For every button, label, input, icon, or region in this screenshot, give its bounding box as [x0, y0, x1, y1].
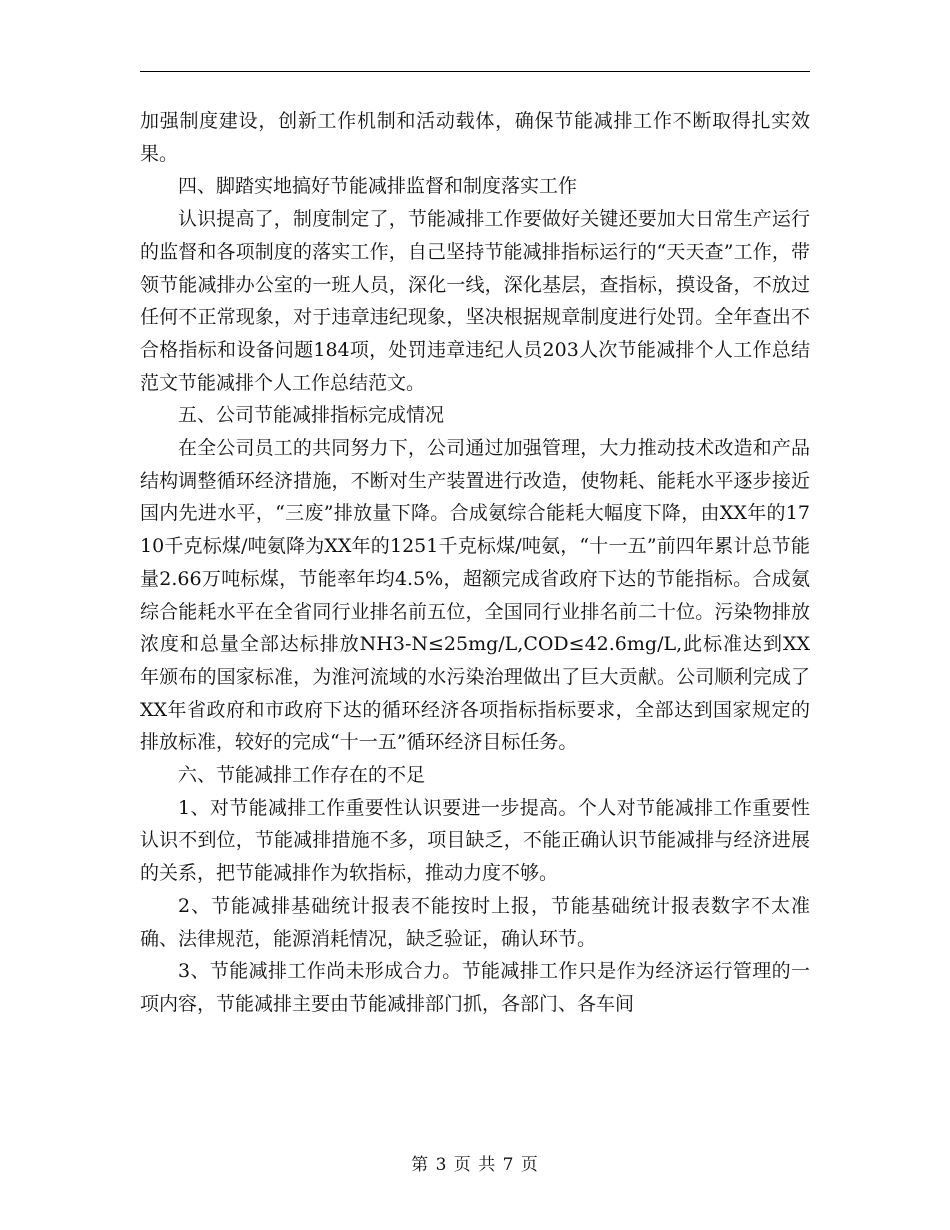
paragraph-supervision: 认识提高了，制度制定了，节能减排工作要做好关键还要加大日常生产运行的监督和各项制度的落实工作，自己坚持节能减排指标运行的“天天查”工作，带领节能减排办公室的一班人员，深化一线，深化基层，查指标，摸设备，不放过任何不正常现象，对于违章违纪现象，坚决根据规章制度进行处罚。全年查出不合格指标和设备问题184项，处罚违章违纪人员203人次节能减排个人工作总结范文节能减排个人工作总结范文。: [140, 208, 810, 394]
paragraph-shortcoming-3: 3、节能减排工作尚未形成合力。节能减排工作只是作为经济运行管理的一项内容，节能减排主要由节能减排部门抓，各部门、各车间: [140, 960, 810, 1015]
paragraph-shortcoming-1: 1、对节能减排工作重要性认识要进一步提高。个人对节能减排工作重要性认识不到位，节能减排措施不多，项目缺乏，不能正确认识节能减排与经济进展的关系，把节能减排作为软指标，推动力度不够。: [140, 796, 810, 885]
paragraph-continuation: 加强制度建设，创新工作机制和活动载体，确保节能减排工作不断取得扎实效果。: [140, 110, 810, 165]
paragraph-indicators: 在全公司员工的共同努力下，公司通过加强管理，大力推动技术改造和产品结构调整循环经济措施，不断对生产装置进行改造，使物耗、能耗水平逐步接近国内先进水平，“三废”排放量下降。合成氨综合能耗大幅度下降，由XX年的1710千克标煤/吨氨降为XX年的1251千克标煤/吨氨，“十一五”前四年累计总节能量2.66万吨标煤，节能率年均4.5%，超额完成省政府下达的节能指标。合成氨综合能耗水平在全省同行业排名前五位，全国同行业排名前二十位。污染物排放浓度和总量全部达标排放NH3-N≤25mg/L,COD≤42.6mg/L,此标准达到XX年颁布的国家标准，为淮河流域的水污染治理做出了巨大贡献。公司顺利完成了XX年省政府和市政府下达的循环经济各项指标指标要求，全部达到国家规定的排放标准，较好的完成“十一五”循环经济目标任务。: [140, 437, 810, 754]
document-body: [140, 105, 810, 1021]
section-heading-6: 六、节能减排工作存在的不足: [178, 764, 426, 787]
page-number-footer: 第 3 页 共 7 页: [411, 1155, 539, 1175]
section-heading-5: 五、公司节能减排指标完成情况: [178, 404, 445, 427]
paragraph-shortcoming-2: 2、节能减排基础统计报表不能按时上报，节能基础统计报表数字不太准确、法律规范，能源消耗情况，缺乏验证，确认环节。: [140, 894, 810, 950]
header-rule: [140, 71, 810, 72]
section-heading-4: 四、脚踏实地搞好节能减排监督和制度落实工作: [178, 175, 578, 198]
